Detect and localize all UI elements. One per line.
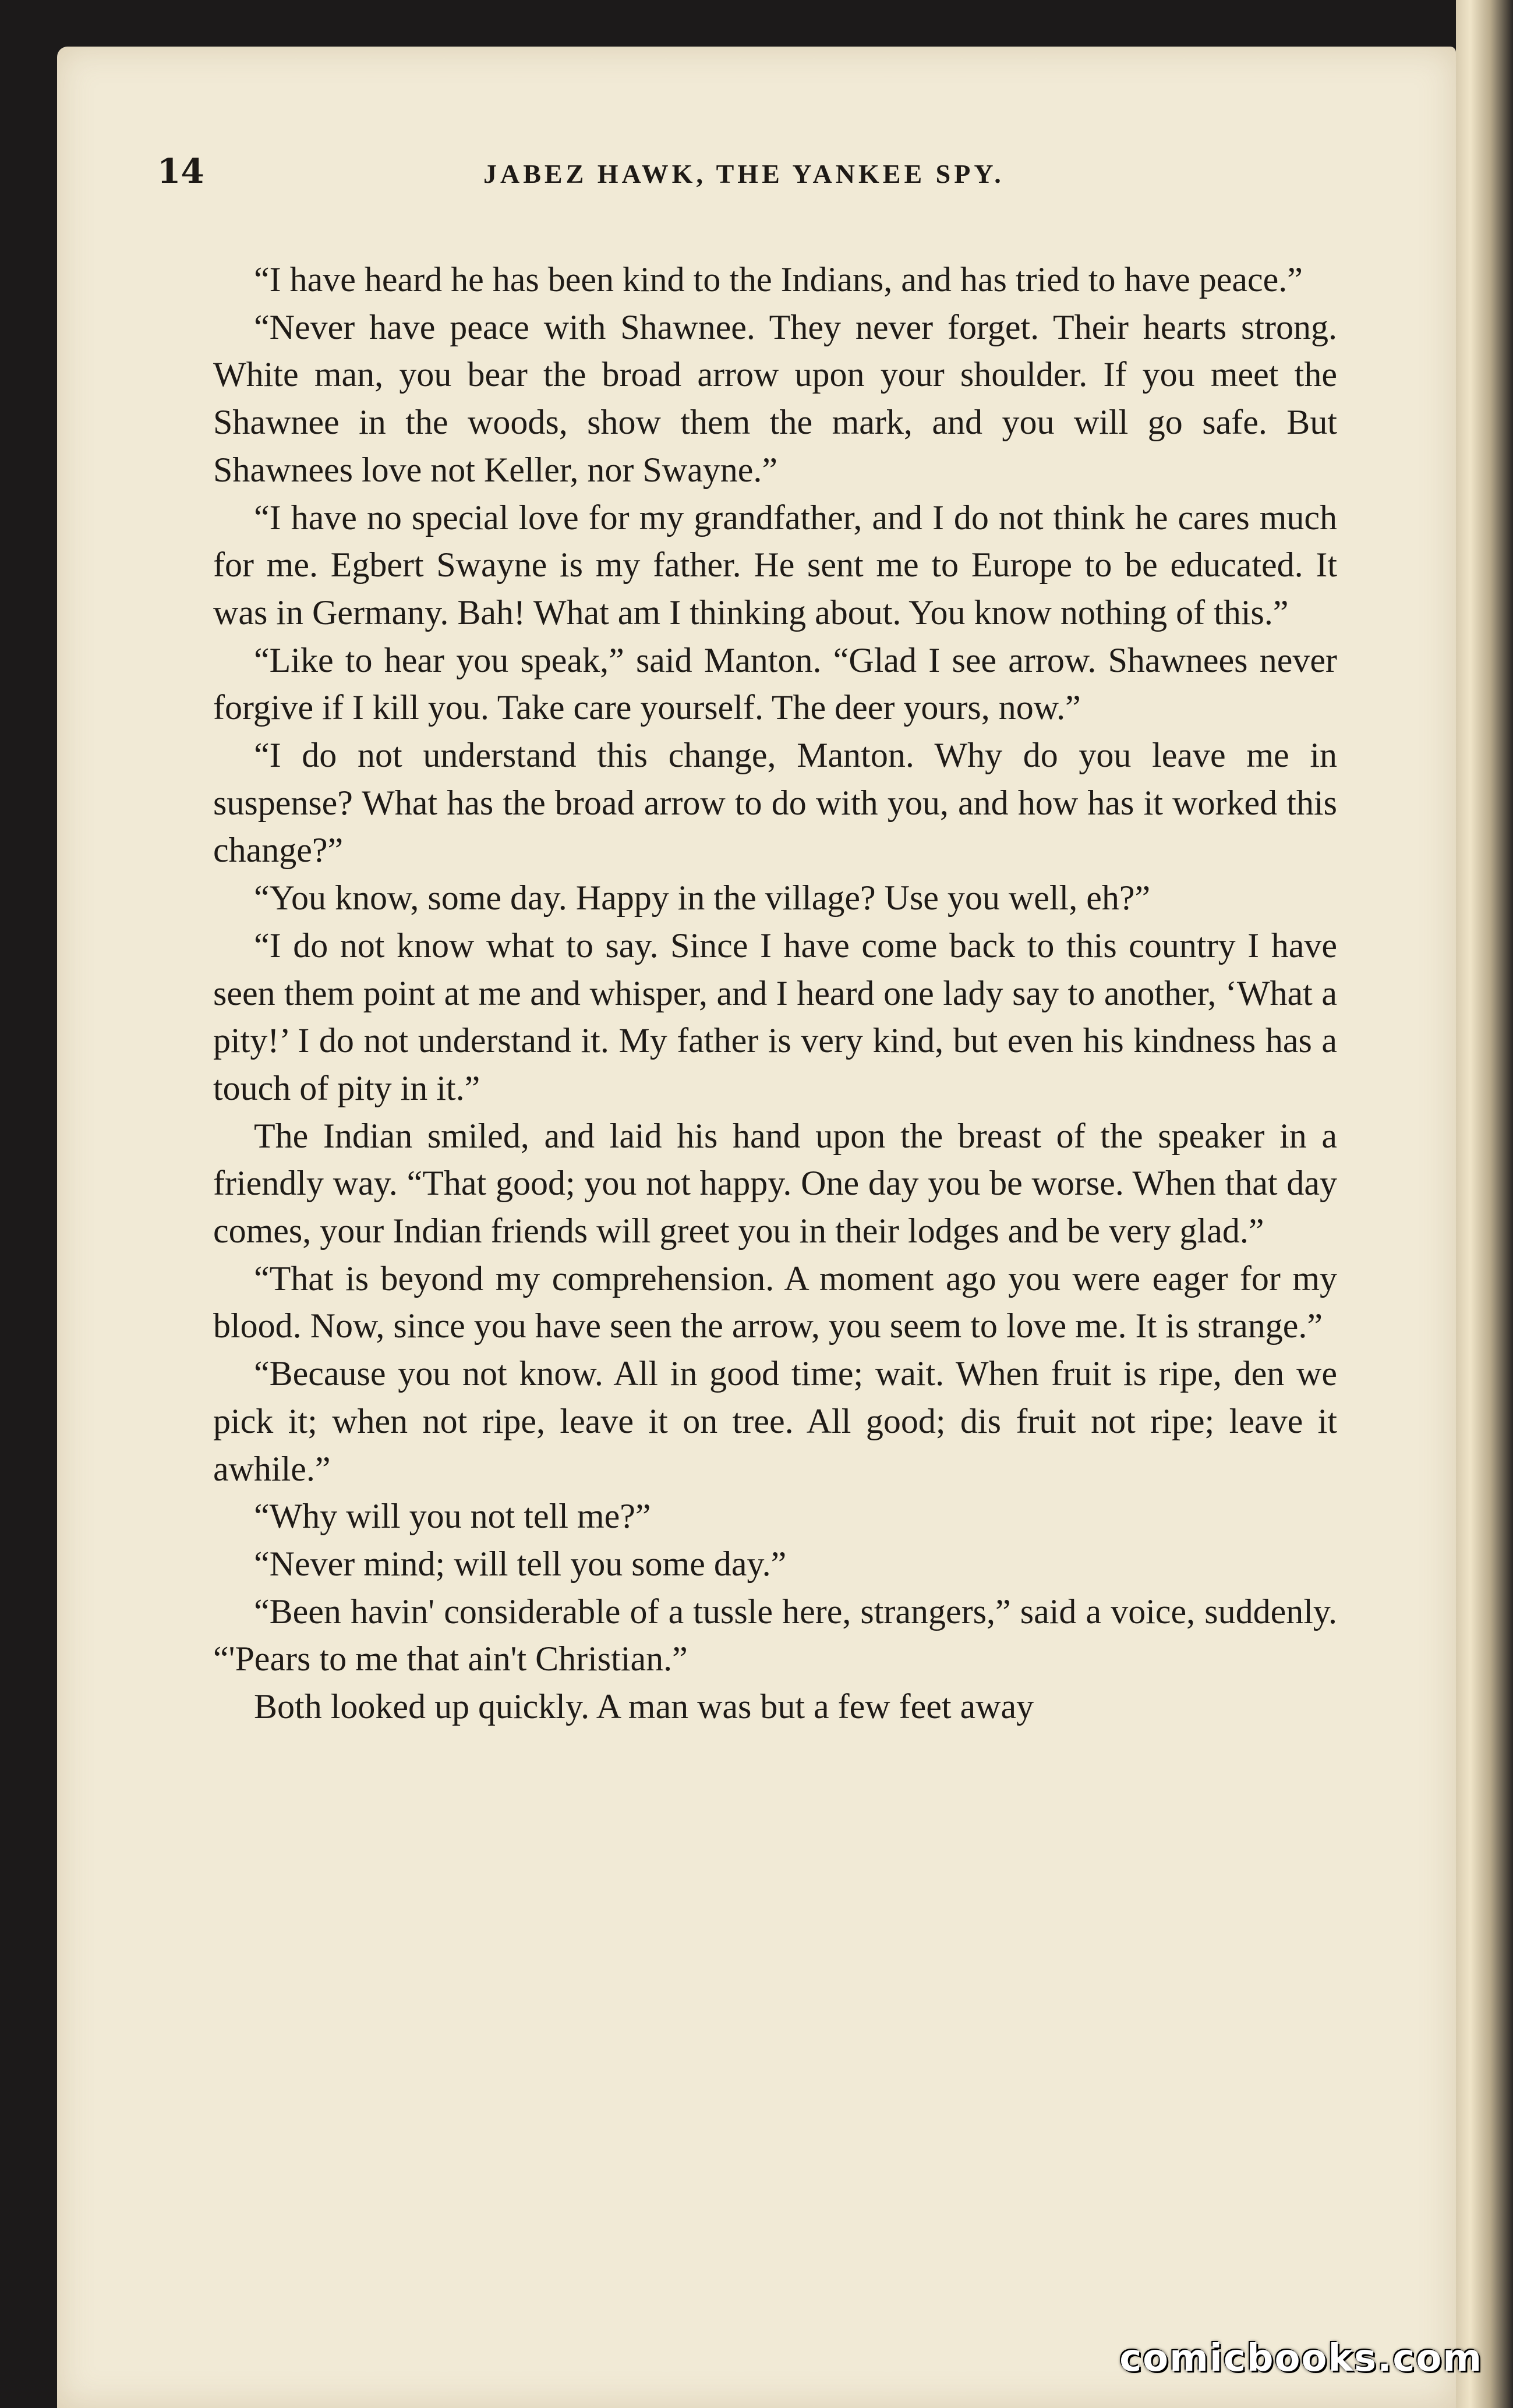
paragraph: “Why will you not tell me?” xyxy=(254,1497,651,1536)
paragraph: “Like to hear you speak,” said Manton. “Glad I see arrow. Shawnees never forgive if I kill you. Take care yourself. The deer yours, now.” xyxy=(213,640,1337,727)
paragraph: “Because you not know. All in good time; wait. When fruit is ripe, den we pick it; when not ripe, leave it on tree. All good; dis fruit not ripe; leave it awhile.” xyxy=(213,1354,1337,1488)
paragraph: “I do not know what to say. Since I have come back to this country I have seen them point at me and whisper, and I heard one lady say to another, ‘What a pity!’ I do not understand it. My father is very kind, but even his kindness has a touch of pity in it.” xyxy=(213,926,1337,1107)
page-header xyxy=(157,122,1345,192)
paragraph: “You know, some day. Happy in the village? Use you well, eh?” xyxy=(254,879,1151,918)
body-text xyxy=(213,256,1337,1731)
paragraph: “I do not understand this change, Manton. Why do you leave me in suspense? What has the broad arrow to do with you, and how has it worked this change?” xyxy=(213,736,1337,870)
watermark: comicbooks.com xyxy=(1119,2337,1483,2380)
running-title: JABEZ HAWK, THE YANKEE SPY. xyxy=(483,159,1005,189)
paragraph: “I have no special love for my grandfather, and I do not think he cares much for me. Egbert Swayne is my father. He sent me to Europe to be educated. It was in Germany. Bah! What am I thinking about. You know nothing of this.” xyxy=(213,498,1337,632)
paragraph: “Never have peace with Shawnee. They never forget. Their hearts strong. White man, you bear the broad arrow upon your shoulder. If you meet the Shawnee in the woods, show them the mark, and you will go safe. But Shawnees love not Keller, nor Swayne.” xyxy=(213,307,1337,489)
paragraph: “Never mind; will tell you some day.” xyxy=(254,1544,787,1583)
paragraph: “That is beyond my comprehension. A moment ago you were eager for my blood. Now, since you have seen the arrow, you seem to love me. It is strange.” xyxy=(213,1259,1337,1345)
book-spine xyxy=(1456,0,1513,2408)
paragraph: Both looked up quickly. A man was but a few feet away xyxy=(254,1687,1034,1726)
page-number: 14 xyxy=(157,151,204,191)
paragraph: “I have heard he has been kind to the Indians, and has tried to have peace.” xyxy=(254,260,1303,299)
paragraph: “Been havin' considerable of a tussle here, strangers,” said a voice, suddenly. “'Pears to me that ain't Christian.” xyxy=(213,1592,1337,1678)
paragraph: The Indian smiled, and laid his hand upon the breast of the speaker in a friendly way. “That good; you not happy. One day you be worse. When that day comes, your Indian friends will greet you in their lodges and be very glad.” xyxy=(213,1116,1337,1251)
